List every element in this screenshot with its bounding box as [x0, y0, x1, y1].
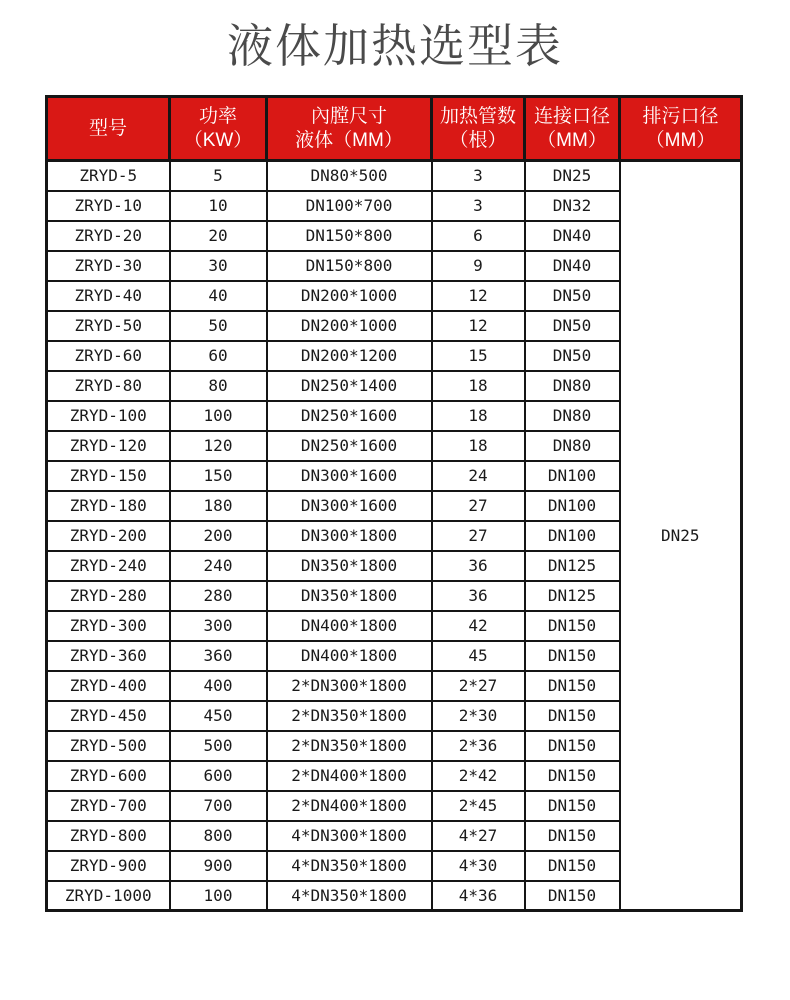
- power-cell: 500: [170, 731, 267, 761]
- power-cell: 180: [170, 491, 267, 521]
- table-body: [47, 161, 742, 911]
- model-cell: ZRYD-450: [47, 701, 170, 731]
- power-cell: 30: [170, 251, 267, 281]
- power-cell: 700: [170, 791, 267, 821]
- model-cell: ZRYD-500: [47, 731, 170, 761]
- header-chamber-size-line1: 內膛尺寸: [310, 105, 387, 127]
- tubes-cell: 4*30: [432, 851, 525, 881]
- power-cell: 10: [170, 191, 267, 221]
- size-cell: DN250*1600: [267, 431, 432, 461]
- size-cell: DN400*1800: [267, 611, 432, 641]
- header-tube-count-line2: （根）: [449, 129, 507, 151]
- connection-cell: DN125: [525, 551, 620, 581]
- model-cell: ZRYD-40: [47, 281, 170, 311]
- model-cell: ZRYD-100: [47, 401, 170, 431]
- size-cell: 4*DN300*1800: [267, 821, 432, 851]
- connection-cell: DN150: [525, 641, 620, 671]
- size-cell: 2*DN350*1800: [267, 731, 432, 761]
- connection-cell: DN150: [525, 791, 620, 821]
- size-cell: 4*DN350*1800: [267, 881, 432, 911]
- header-connection-diameter: [525, 97, 620, 161]
- header-power-line1: 功率: [198, 105, 237, 127]
- power-cell: 600: [170, 761, 267, 791]
- tubes-cell: 15: [432, 341, 525, 371]
- header-chamber-size-line2: 液体（MM）: [295, 129, 403, 151]
- tubes-cell: 27: [432, 491, 525, 521]
- model-cell: ZRYD-30: [47, 251, 170, 281]
- size-cell: DN150*800: [267, 251, 432, 281]
- model-cell: ZRYD-5: [47, 161, 170, 191]
- model-cell: ZRYD-50: [47, 311, 170, 341]
- tubes-cell: 18: [432, 401, 525, 431]
- size-cell: 4*DN350*1800: [267, 851, 432, 881]
- power-cell: 400: [170, 671, 267, 701]
- model-cell: ZRYD-200: [47, 521, 170, 551]
- size-cell: 2*DN300*1800: [267, 671, 432, 701]
- size-cell: 2*DN400*1800: [267, 791, 432, 821]
- power-cell: 360: [170, 641, 267, 671]
- model-cell: ZRYD-400: [47, 671, 170, 701]
- header-power-line2: （KW）: [183, 129, 253, 151]
- model-cell: ZRYD-1000: [47, 881, 170, 911]
- model-cell: ZRYD-360: [47, 641, 170, 671]
- tubes-cell: 4*36: [432, 881, 525, 911]
- tubes-cell: 2*42: [432, 761, 525, 791]
- size-cell: DN200*1000: [267, 311, 432, 341]
- size-cell: DN250*1600: [267, 401, 432, 431]
- power-cell: 100: [170, 401, 267, 431]
- model-cell: ZRYD-150: [47, 461, 170, 491]
- model-cell: ZRYD-80: [47, 371, 170, 401]
- tubes-cell: 36: [432, 551, 525, 581]
- power-cell: 150: [170, 461, 267, 491]
- tubes-cell: 6: [432, 221, 525, 251]
- power-cell: 5: [170, 161, 267, 191]
- connection-cell: DN150: [525, 731, 620, 761]
- size-cell: DN300*1600: [267, 461, 432, 491]
- size-cell: DN200*1200: [267, 341, 432, 371]
- power-cell: 450: [170, 701, 267, 731]
- tubes-cell: 3: [432, 161, 525, 191]
- power-cell: 280: [170, 581, 267, 611]
- table-header-row: [47, 97, 742, 161]
- header-drain-diameter: [620, 97, 742, 161]
- tubes-cell: 18: [432, 431, 525, 461]
- model-cell: ZRYD-20: [47, 221, 170, 251]
- connection-cell: DN25: [525, 161, 620, 191]
- size-cell: DN400*1800: [267, 641, 432, 671]
- header-power: [170, 97, 267, 161]
- tubes-cell: 27: [432, 521, 525, 551]
- size-cell: DN250*1400: [267, 371, 432, 401]
- model-cell: ZRYD-800: [47, 821, 170, 851]
- size-cell: DN300*1600: [267, 491, 432, 521]
- model-cell: ZRYD-300: [47, 611, 170, 641]
- header-tube-count-line1: 加热管数: [439, 105, 516, 127]
- connection-cell: DN100: [525, 461, 620, 491]
- header-connection-diameter-line1: 连接口径: [533, 105, 610, 127]
- connection-cell: DN150: [525, 821, 620, 851]
- header-chamber-size: [267, 97, 432, 161]
- connection-cell: DN50: [525, 281, 620, 311]
- model-cell: ZRYD-10: [47, 191, 170, 221]
- model-cell: ZRYD-700: [47, 791, 170, 821]
- connection-cell: DN150: [525, 701, 620, 731]
- header-model-line1: 型号: [88, 117, 127, 139]
- connection-cell: DN40: [525, 251, 620, 281]
- size-cell: DN200*1000: [267, 281, 432, 311]
- connection-cell: DN100: [525, 491, 620, 521]
- size-cell: 2*DN400*1800: [267, 761, 432, 791]
- tubes-cell: 12: [432, 311, 525, 341]
- page-title: 液体加热选型表: [227, 20, 563, 72]
- power-cell: 900: [170, 851, 267, 881]
- model-cell: ZRYD-180: [47, 491, 170, 521]
- header-drain-diameter-line1: 排污口径: [642, 105, 719, 127]
- model-cell: ZRYD-600: [47, 761, 170, 791]
- connection-cell: DN80: [525, 431, 620, 461]
- tubes-cell: 9: [432, 251, 525, 281]
- power-cell: 40: [170, 281, 267, 311]
- size-cell: DN300*1800: [267, 521, 432, 551]
- connection-cell: DN50: [525, 341, 620, 371]
- power-cell: 200: [170, 521, 267, 551]
- header-tube-count: [432, 97, 525, 161]
- tubes-cell: 18: [432, 371, 525, 401]
- power-cell: 800: [170, 821, 267, 851]
- size-cell: DN350*1800: [267, 551, 432, 581]
- tubes-cell: 2*27: [432, 671, 525, 701]
- tubes-cell: 45: [432, 641, 525, 671]
- connection-cell: DN32: [525, 191, 620, 221]
- power-cell: 120: [170, 431, 267, 461]
- power-cell: 20: [170, 221, 267, 251]
- header-drain-diameter-line2: （MM）: [645, 129, 716, 151]
- power-cell: 240: [170, 551, 267, 581]
- connection-cell: DN150: [525, 881, 620, 911]
- tubes-cell: 12: [432, 281, 525, 311]
- tubes-cell: 42: [432, 611, 525, 641]
- table-row: [47, 161, 742, 191]
- model-cell: ZRYD-60: [47, 341, 170, 371]
- tubes-cell: 3: [432, 191, 525, 221]
- header-connection-diameter-line2: （MM）: [537, 129, 607, 151]
- connection-cell: DN50: [525, 311, 620, 341]
- size-cell: 2*DN350*1800: [267, 701, 432, 731]
- tubes-cell: 36: [432, 581, 525, 611]
- power-cell: 100: [170, 881, 267, 911]
- model-cell: ZRYD-900: [47, 851, 170, 881]
- model-cell: ZRYD-280: [47, 581, 170, 611]
- connection-cell: DN80: [525, 371, 620, 401]
- connection-cell: DN125: [525, 581, 620, 611]
- connection-cell: DN100: [525, 521, 620, 551]
- model-cell: ZRYD-240: [47, 551, 170, 581]
- connection-cell: DN80: [525, 401, 620, 431]
- header-model: [47, 97, 170, 161]
- tubes-cell: 24: [432, 461, 525, 491]
- connection-cell: DN150: [525, 611, 620, 641]
- size-cell: DN80*500: [267, 161, 432, 191]
- connection-cell: DN40: [525, 221, 620, 251]
- connection-cell: DN150: [525, 671, 620, 701]
- power-cell: 60: [170, 341, 267, 371]
- power-cell: 80: [170, 371, 267, 401]
- connection-cell: DN150: [525, 761, 620, 791]
- tubes-cell: 4*27: [432, 821, 525, 851]
- tubes-cell: 2*36: [432, 731, 525, 761]
- selection-table: [45, 95, 743, 912]
- size-cell: DN350*1800: [267, 581, 432, 611]
- drain-merged-cell: DN25: [620, 161, 742, 911]
- power-cell: 300: [170, 611, 267, 641]
- connection-cell: DN150: [525, 851, 620, 881]
- power-cell: 50: [170, 311, 267, 341]
- tubes-cell: 2*30: [432, 701, 525, 731]
- tubes-cell: 2*45: [432, 791, 525, 821]
- size-cell: DN150*800: [267, 221, 432, 251]
- model-cell: ZRYD-120: [47, 431, 170, 461]
- size-cell: DN100*700: [267, 191, 432, 221]
